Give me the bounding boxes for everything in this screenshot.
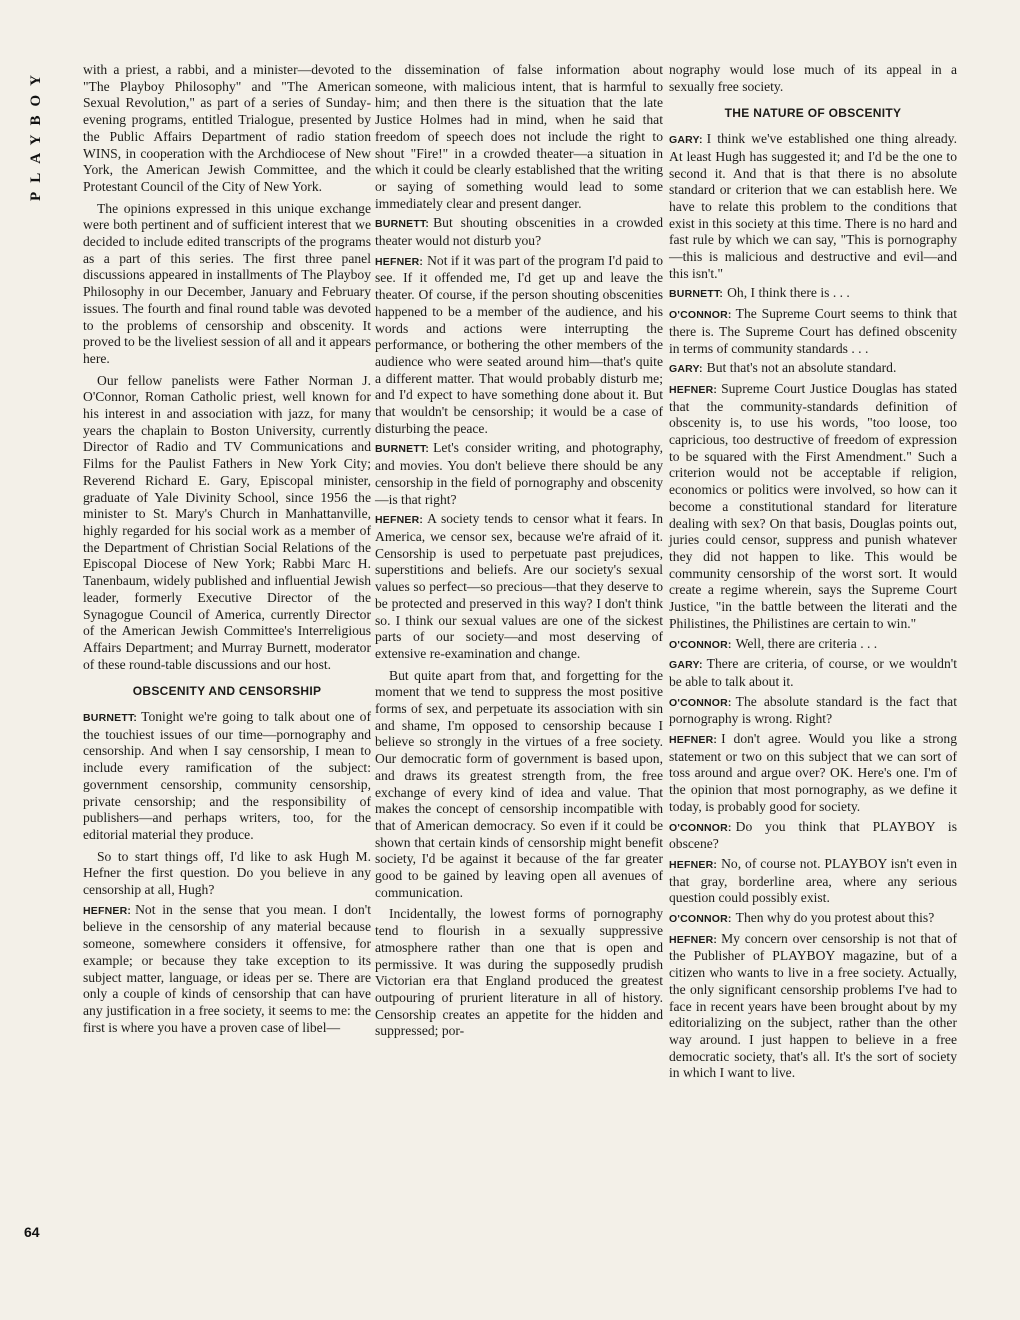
continued-paragraph: with a priest, a rabbi, and a minister—devoted to "The Playboy Philosophy" and "The American Sexual Revolution," as part of a series of Sunday-evening programs, entitled Trialogue, presented by the Public Affairs Department of radio station WINS, in cooperation with the Archdiocese of New York, the American Jewish Committee, and the Protestant Council of the City of New York. [83,62,371,194]
section-heading: OBSCENITY AND CENSORSHIP [132,684,322,699]
dialogue-paragraph [669,381,957,633]
dialogue-text: Tonight we're going to talk about one of the touchiest issues of our time—pornography and censorship. And when I say censorship, I mean to include every ramification of the subject: government censorship, community censorship, private censorship; and the responsibility of publishers—and perhaps writers, too, for the editorial material they produce. [83,709,371,842]
dialogue-paragraph [375,253,663,438]
dialogue-paragraph [669,694,957,728]
dialogue-text: I don't agree. Would you like a strong statement or two on this subject that we can sort of toss around and argue over? OK. Here's one. I'm of the opinion that most pornography, as we define it today, is probably good for society. [669,731,957,814]
body-paragraph: But quite apart from that, and forgetting for the moment that we tend to suppress the most positive forms of sex, and perpetuate its association with sin and shame, I'm opposed to censorship because I believe so strongly in the virtues of a free society. Our democratic form of government is based upon, and draws its greatest strength from, the free exchange of every kind of idea and value. That makes the concept of censorship incompatible with that of American democracy. So even if it could be shown that certain kinds of censorship might benefit society, I'd be against it because of the far greater good to be gained by leaving open all avenues of communication. [375,667,663,900]
dialogue-text: Supreme Court Justice Douglas has stated that the community-standards definition of obscenity is, to use his words, "too loose, too capricious, too destructive of freedom of expression to be squared with the First Amendment." Such a criterion would not be acceptable if religion, economics or politics were involved, so how can it become a constitutional standard for literature dealing with sex? On that basis, Douglas points out, juries could censor, suppress and punish whatever they did not happen to like. This would be community censorship of the worst sort. It would create a regime wherein, says the Supreme Court Justice, "in the battle between the literati and the Philistines, the Philistines are certain to win." [669,380,957,631]
speaker-label: HEFNER: [375,514,424,527]
dialogue-paragraph [83,902,371,1037]
dialogue-text: Well, there are criteria . . . [735,635,878,651]
speaker-label: O'CONNOR: [669,309,732,322]
speaker-label: HEFNER: [669,734,718,747]
dialogue-text: The absolute standard is the fact that pornography is wrong. Right? [669,693,957,727]
dialogue-text: Then why do you protest about this? [735,910,935,926]
dialogue-paragraph [669,931,957,1082]
dialogue-paragraph [669,656,957,690]
speaker-label: HEFNER: [669,383,718,396]
dialogue-text: Oh, I think there is . . . [727,285,850,301]
dialogue-text: My concern over censorship is not that of the Publisher of PLAYBOY magazine, but of a citizen who wants to live in a free society. Actually, the only significant censorship problems I've had to face in recent years have been brought about by my editorializing on the subject, rather than the other way around. I just happen to believe in a free democratic society, that's all. It's the sort of society in which I want to live. [669,930,957,1081]
body-paragraph: So to start things off, I'd like to ask Hugh M. Hefner the first question. Do you believe in any censorship at all, Hugh? [83,848,371,898]
dialogue-paragraph [375,440,663,508]
dialogue-text: A society tends to censor what it fears. In America, we censor sex, because we're afraid of it. Censorship is used to perpetuate past prejudices, superstitions and beliefs. Are our society's sexual values so perfect—so precious—that they deserve to be protected and preserved in this way? I don't think so. I think our sexual values are one of the sickest parts of our society—and most deserving of extensive re-examination and change. [375,511,663,661]
speaker-label: BURNETT: [83,712,138,725]
text-column-3 [669,62,957,1082]
speaker-label: O'CONNOR: [669,821,732,834]
dialogue-paragraph [669,910,957,928]
section-heading: THE NATURE OF OBSCENITY [724,106,902,121]
body-paragraph: The opinions expressed in this unique exchange were both pertinent and of sufficient interest that we decided to include edited transcripts of the programs as a part of this series. The first three panel discussions appeared in installments of The Playboy Philosophy in our December, January and February issues. The fourth and final round table was devoted to the problems of censorship and obscenity. It proved to be the liveliest session of all and it appears here. [83,200,371,366]
speaker-label: BURNETT: [375,443,430,456]
dialogue-paragraph [375,511,663,662]
speaker-label: O'CONNOR: [669,696,732,709]
speaker-label: HEFNER: [375,255,424,268]
running-title: PLAYBOY [28,66,44,201]
speaker-label: O'CONNOR: [669,913,732,926]
dialogue-paragraph [669,360,957,378]
body-paragraph: Incidentally, the lowest forms of pornography tend to flourish in a sexually suppressive atmosphere rather than one that is open and permissive. It was during the supposedly prudish Victorian era that England produced the greatest outpouring of prurient literature in all of history. Censorship creates an appetite for the hidden and suppressed; por- [375,906,663,1039]
speaker-label: HEFNER: [669,933,718,946]
dialogue-text: The Supreme Court seems to think that there is. The Supreme Court has defined obscenity in terms of community standards . . . [669,306,957,356]
speaker-label: GARY: [669,659,703,672]
dialogue-text: Do you think that PLAYBOY is obscene? [669,818,957,852]
continued-paragraph: nography would lose much of its appeal in a sexually free society. [669,62,957,94]
speaker-label: GARY: [669,134,703,147]
dialogue-paragraph [669,306,957,357]
dialogue-text: No, of course not. PLAYBOY isn't even in that gray, borderline area, where any serious question could possibly exist. [669,855,957,906]
dialogue-text: Not if it was part of the program I'd paid to see. If it offended me, I'd get up and leave the theater. Of course, if the person shouting obscenities happened to be a member of the audience, and his words and actions were interrupting the performance, or bothering the other members of the audience who were seated around him—that's quite a different matter. That would probably disturb me; and I'd expect to have something done about it. But that wouldn't be censorship; it would be a case of disturbing the peace. [375,252,663,436]
speaker-label: O'CONNOR: [669,638,732,651]
dialogue-paragraph [83,709,371,844]
dialogue-text: Not in the sense that you mean. I don't believe in the censorship of any material because someone, somewhere considers it offensive, for example; or because they take exception to its subject matter, language, or ideas per se. There are only a couple of kinds of censorship that can have any justification in a free society, it seems to me: the first is where you have a proven case of libel— [83,901,371,1035]
text-column-2 [375,62,663,1040]
speaker-label: BURNETT: [375,218,430,231]
dialogue-paragraph [669,131,957,282]
dialogue-paragraph [669,819,957,853]
speaker-label: GARY: [669,363,703,376]
page-number: 64 [24,1224,40,1240]
speaker-label: HEFNER: [83,904,132,917]
dialogue-text: I think we've established one thing already. At least Hugh has suggested it; and I'd be the one to second it. And that is that there is no absolute standard or criterion that we can establish here. We have to relate this problem to the conditions that exist in this society at this time. There is no hard and fast rule by which we can say, "This is pornography—this is malicious and destructive and evil—and this isn't." [669,131,957,281]
continued-paragraph: the dissemination of false information about someone, with malicious intent, that is harmful to him; and then there is the situation that the late Justice Holmes had in mind, when he said that freedom of speech does not include the right to shout "Fire!" in a crowded theater—a situation in which it could be clearly established that the writing or saying of something would lead to some immediately clear and present danger. [375,62,663,211]
dialogue-paragraph [669,636,957,654]
dialogue-paragraph [669,731,957,816]
dialogue-paragraph [669,856,957,907]
text-column-1 [83,62,371,1036]
dialogue-text: There are criteria, of course, or we wouldn't be able to talk about it. [669,656,957,689]
dialogue-text: But shouting obscenities in a crowded theater would not disturb you? [375,215,663,249]
dialogue-paragraph [375,215,663,249]
dialogue-paragraph [669,285,957,303]
speaker-label: HEFNER: [669,858,718,871]
dialogue-text: Let's consider writing, and photography, and movies. You don't believe there should be any censorship in the field of pornography and obscenity—is that right? [375,440,663,507]
body-paragraph: Our fellow panelists were Father Norman J. O'Connor, Roman Catholic priest, well known for his interest in and association with jazz, for many years the chaplain to Boston University, currently Director of Radio and TV Communications and Films for the Paulist Fathers in New York City; Reverend Richard E. Gary, Episcopal minister, graduate of Yale Divinity School, since 1956 the minister to St. Mary's Church in Manhattanville, highly regarded for his social work as a member of the Department of Christian Social Relations of the Episcopal Diocese of New York; Rabbi Marc H. Tanenbaum, widely published and influential Jewish leader, formerly Executive Director of the Synagogue Council of America, currently Director of the American Jewish Committee's Interreligious Affairs Department; and Murray Burnett, moderator of these round-table discussions and our host. [83,372,371,672]
speaker-label: BURNETT: [669,288,724,301]
dialogue-text: But that's not an absolute standard. [706,360,897,376]
